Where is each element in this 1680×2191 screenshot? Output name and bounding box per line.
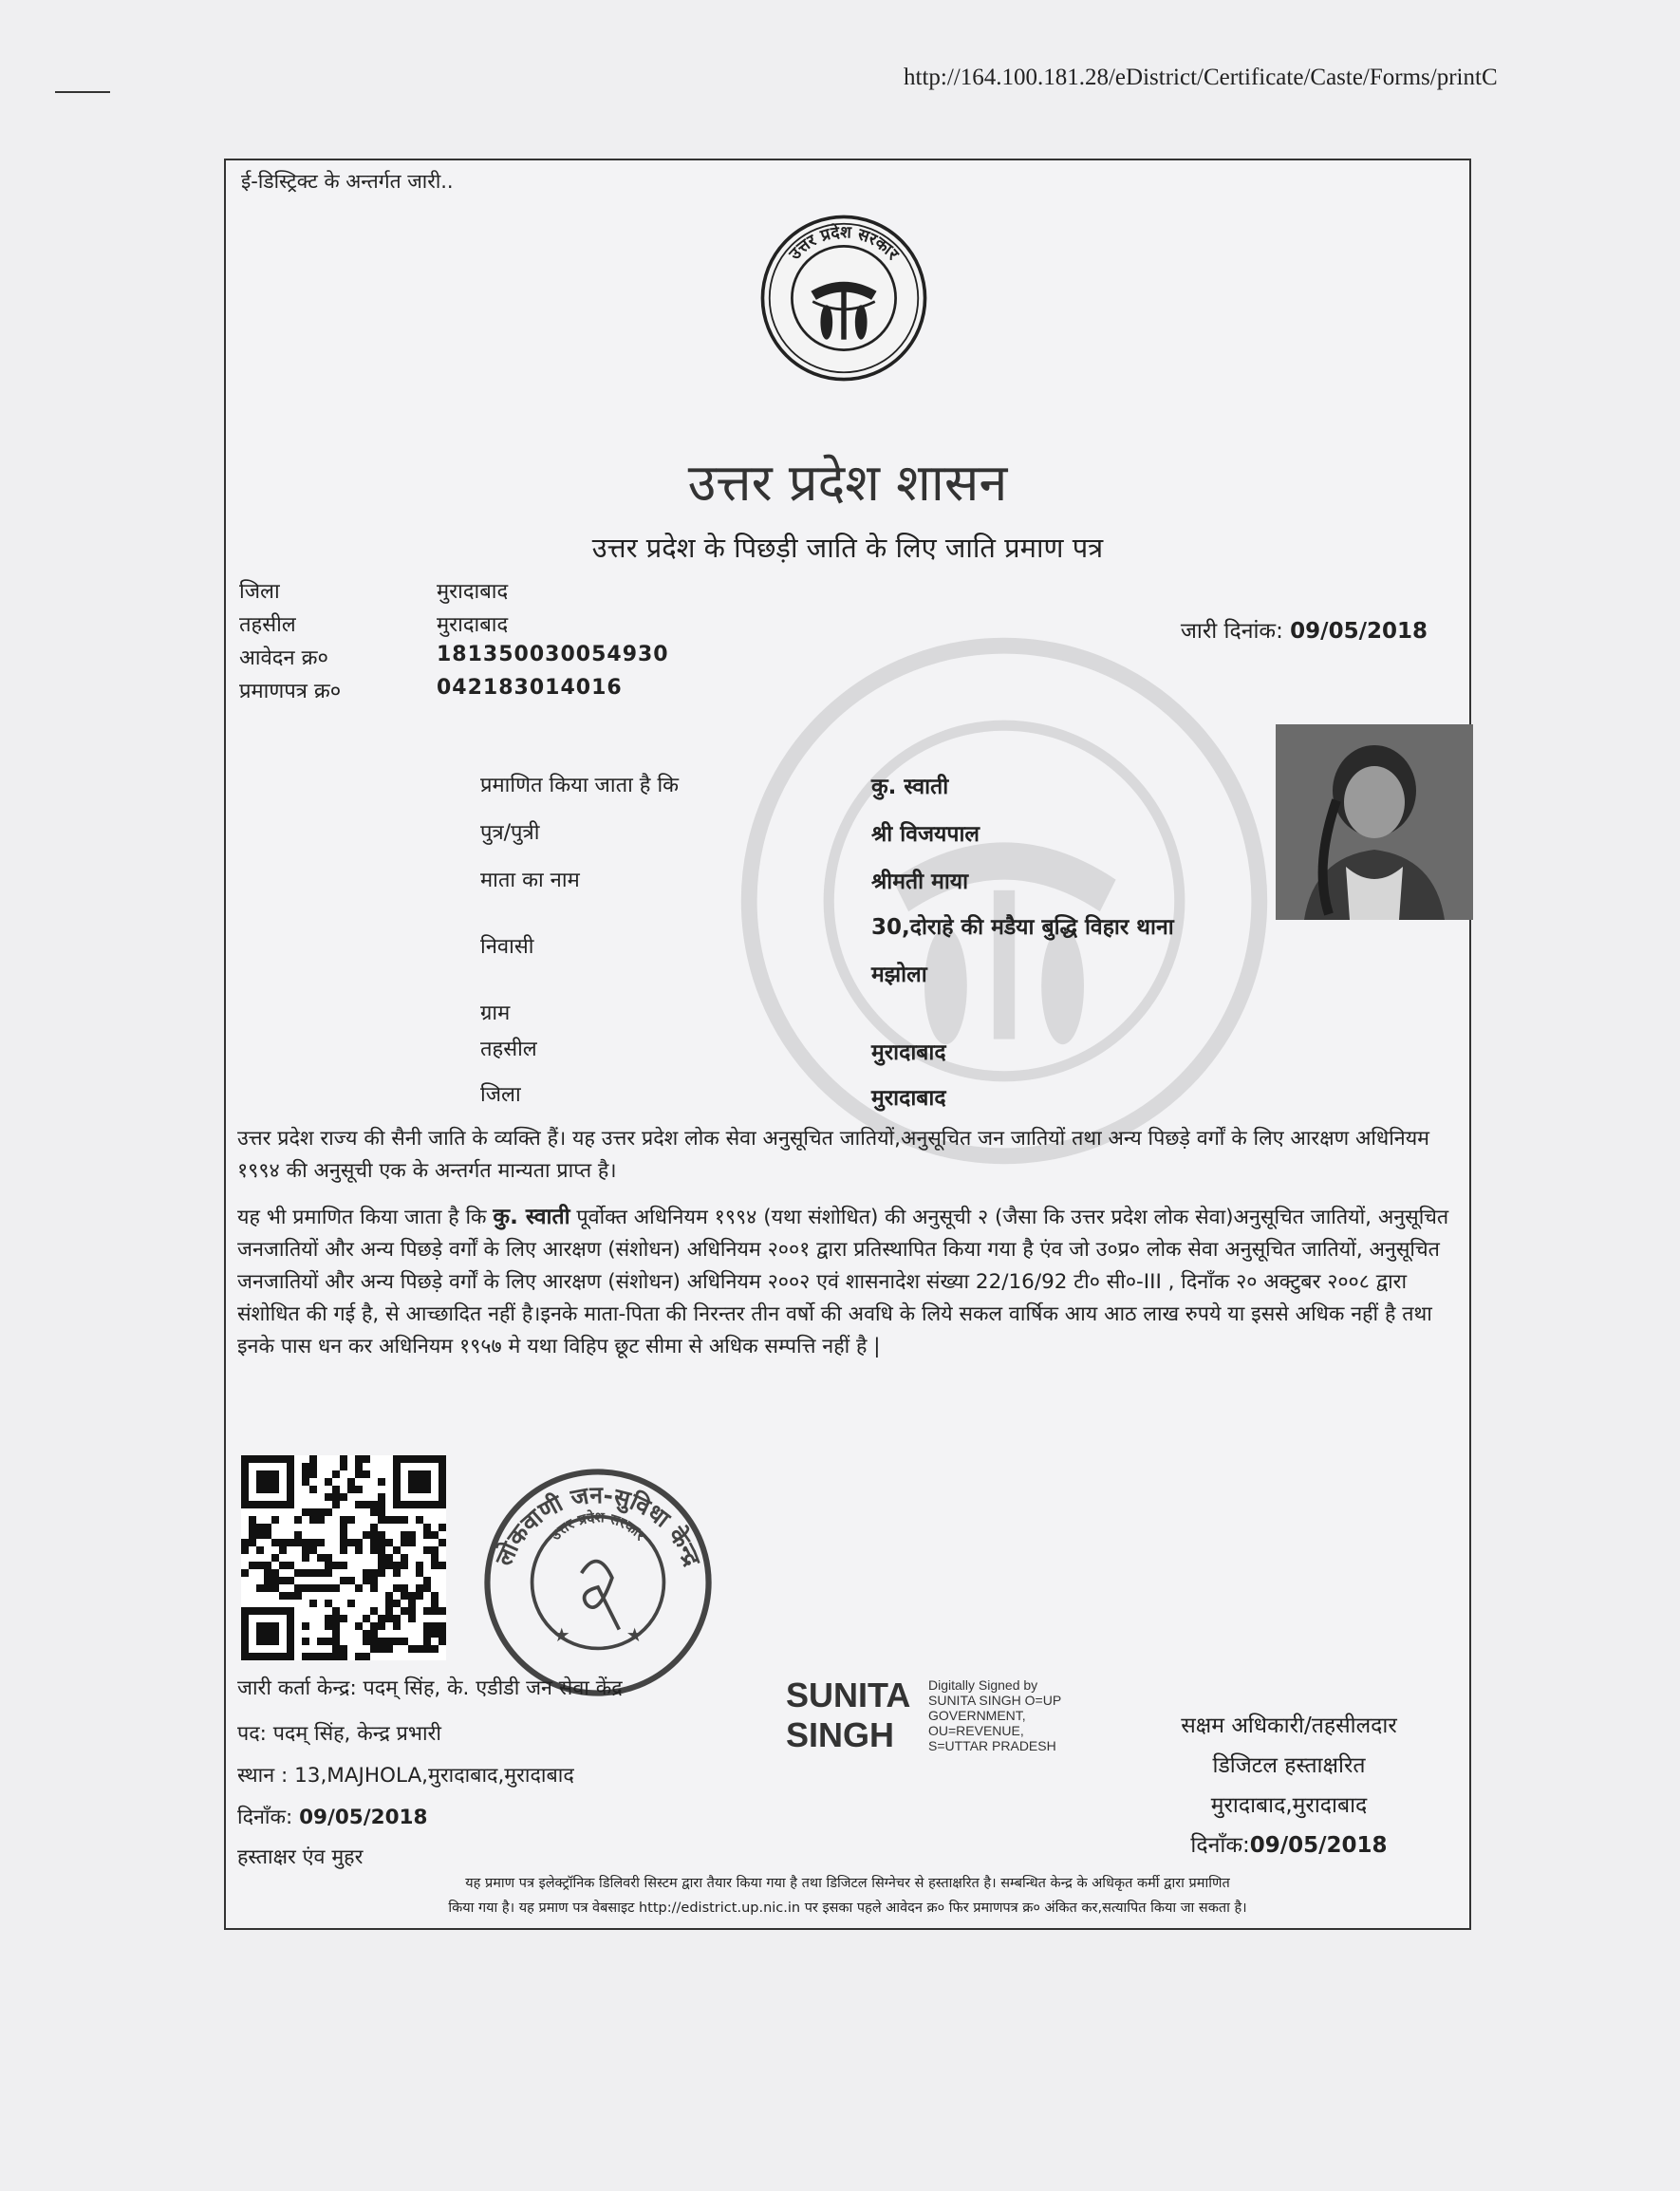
detail-label-tehsil: तहसील bbox=[480, 1038, 537, 1061]
qr-code bbox=[241, 1455, 446, 1660]
detail-value-address-line2: मझोला bbox=[871, 963, 927, 987]
verification-footer bbox=[233, 1871, 1462, 1920]
detail-value-address-line1: 30,दोराहे की मडैया बुद्धि विहार थाना bbox=[871, 915, 1174, 940]
certificate-title: उत्तर प्रदेश के पिछड़ी जाति के लिए जाति प्रमाण पत्र bbox=[591, 532, 1104, 564]
issue-date-value: 09/05/2018 bbox=[1290, 619, 1428, 644]
issuer-place: स्थान : 13,MAJHOLA,मुरादाबाद,मुरादाबाद bbox=[237, 1764, 574, 1788]
stamp-inner-text: उत्तर प्रदेश सरकार bbox=[547, 1508, 649, 1545]
caste-statement-paragraph: उत्तर प्रदेश राज्य की सैनी जाति के व्यक्ति हैं। यह उत्तर प्रदेश लोक सेवा अनुसूचित जातियों,अनुसूचित जन जातियों तथा अन्य पिछड़े वर्गों के लिए आरक्षण अधिनियम १९९४ की अनुसूची एक के अन्तर्गत मान्यता प्राप्त है। bbox=[237, 1127, 1430, 1183]
officer-block bbox=[1128, 1706, 1450, 1865]
svg-text:लोकवाणी जन-सुविधा केन्द्र bbox=[490, 1481, 707, 1570]
issue-date-label: जारी दिनांक: bbox=[1180, 619, 1283, 644]
detail-label-district: जिला bbox=[480, 1083, 521, 1107]
government-title: उत्तर प्रदेश शासन bbox=[687, 453, 1008, 513]
detail-label-certified: प्रमाणित किया जाता है कि bbox=[480, 774, 680, 797]
print-url: http://164.100.181.28/eDistrict/Certificate/Caste/Forms/printC bbox=[904, 65, 1498, 90]
emblem-text: उत्तर प्रदेश सरकार bbox=[785, 223, 903, 264]
issuer-post: पद: पदम् सिंह, केन्द्र प्रभारी bbox=[237, 1722, 441, 1746]
signature-name-line1: SUNITA bbox=[786, 1676, 911, 1714]
digital-signature-detail: Digitally Signed by SUNITA SINGH O=UP GOVERNMENT, OU=REVENUE, S=UTTAR PRADESH bbox=[928, 1677, 1061, 1753]
digital-signature-name bbox=[786, 1676, 910, 1755]
officer-date-value: 09/05/2018 bbox=[1249, 1833, 1388, 1858]
margin-mark bbox=[55, 91, 110, 93]
creamy-layer-text-after: पूर्वोक्त अधिनियम १९९४ (यथा संशोधित) की अनुसूची २ (जैसा कि उत्तर प्रदेश लोक सेवा)अनुसूचित जातियों, अनुसूचित जनजातियों और अन्य पिछड़े वर्गों के लिए आरक्षण (संशोधन) अधिनियम २००१ द्वारा प्रतिस्थापित किया गया है एंव जो उ०प्र० लोक सेवा अनुसूचित जातियों, अनुसूचित जनजातियों और अन्य पिछड़े वर्गों के लिए आरक्षण (संशोधन) अधिनियम २००२ एवं शासनादेश संख्या 22/16/92 टी० सी०-III , दिनाँक २० अक्टुबर २००८ द्वारा संशोधित की गई है, से आच्छादित नहीं है।इनके माता-पिता की निरन्तर तीन वर्षो की अवधि के लिये सकल वार्षिक आय आठ लाख रुपये या इससे अधिक नहीं है तथा इनके पास धन कर अधिनियम १९५७ मे यथा विहिप छूट सीमा से अधिक सम्पत्ति नहीं है | bbox=[237, 1206, 1449, 1358]
issuer-center: जारी कर्ता केन्द्र: पदम् सिंह, के. एडीडी जन सेवा केंद्र bbox=[237, 1676, 623, 1700]
officer-place: मुरादाबाद,मुरादाबाद bbox=[1210, 1793, 1368, 1818]
creamy-layer-paragraph bbox=[237, 1201, 1464, 1363]
issuer-sign-seal: हस्ताक्षर एंव मुहर bbox=[237, 1845, 364, 1869]
detail-label-resident: निवासी bbox=[480, 935, 534, 959]
field-label-certificate-no: प्रमाणपत्र क्र० bbox=[239, 680, 342, 703]
issue-date bbox=[1181, 614, 1428, 645]
issued-under-text: ई-डिस्ट्रिक्ट के अन्तर्गत जारी.. bbox=[241, 170, 454, 193]
field-value-certificate-no: 042183014016 bbox=[437, 676, 623, 700]
up-emblem-logo bbox=[757, 212, 930, 384]
svg-text:★: ★ bbox=[625, 1624, 644, 1646]
detail-value-name: कु. स्वाती bbox=[871, 775, 949, 799]
officer-date bbox=[1128, 1826, 1450, 1865]
detail-value-tehsil: मुरादाबाद bbox=[871, 1040, 946, 1065]
field-label-application-no: आवेदन क्र० bbox=[239, 646, 328, 670]
officer-title: सक्षम अधिकारी/तहसीलदार bbox=[1181, 1713, 1397, 1738]
issuer-date bbox=[237, 1801, 427, 1834]
stamp-outer-text: लोकवाणी जन-सुविधा केन्द्र bbox=[489, 1481, 707, 1570]
svg-text:★: ★ bbox=[552, 1624, 570, 1646]
field-label-tehsil: तहसील bbox=[239, 613, 296, 637]
jan-suvidha-kendra-stamp bbox=[480, 1465, 716, 1700]
officer-digital-signed: डिजिटल हस्ताक्षरित bbox=[1212, 1753, 1366, 1778]
photo-image bbox=[1276, 724, 1473, 920]
footer-line-1: यह प्रमाण पत्र इलेक्ट्रॉनिक डिलिवरी सिस्टम द्वारा तैयार किया गया है तथा डिजिटल सिग्नेचर से हस्ताक्षरित है। सम्बन्धित केन्द्र के अधिकृत कर्मी द्वारा प्रमाणित bbox=[465, 1876, 1230, 1891]
certificate bbox=[224, 159, 1471, 1930]
field-value-tehsil: मुरादाबाद bbox=[437, 613, 509, 637]
detail-value-district: मुरादाबाद bbox=[871, 1086, 946, 1111]
applicant-photo bbox=[1276, 724, 1473, 920]
field-label-district: जिला bbox=[239, 580, 280, 604]
emblem-watermark bbox=[738, 635, 1270, 1167]
field-value-application-no: 181350030054930 bbox=[437, 643, 669, 666]
officer-date-label: दिनाँक: bbox=[1190, 1833, 1250, 1858]
signature-name-line2: SINGH bbox=[786, 1715, 895, 1754]
detail-value-father: श्री विजयपाल bbox=[871, 822, 980, 847]
creamy-layer-text-before: यह भी प्रमाणित किया जाता है कि bbox=[237, 1206, 494, 1229]
footer-line-2: किया गया है। यह प्रमाण पत्र वेबसाइट http://edistrict.up.nic.in पर इसका पहले आवेदन क्र० फिर प्रमाणपत्र क्र० अंकित कर,सत्यापित किया जा सकता है। bbox=[448, 1901, 1247, 1916]
detail-label-village: ग्राम bbox=[480, 1002, 511, 1025]
detail-label-mother: माता का नाम bbox=[480, 869, 580, 892]
issuer-date-label: दिनाँक: bbox=[237, 1806, 300, 1829]
detail-value-mother: श्रीमती माया bbox=[871, 870, 969, 894]
field-value-district: मुरादाबाद bbox=[437, 580, 509, 604]
issuer-date-value: 09/05/2018 bbox=[299, 1806, 428, 1829]
detail-label-child-of: पुत्र/पुत्री bbox=[480, 821, 540, 845]
creamy-layer-name: कु. स्वाती bbox=[493, 1205, 570, 1229]
